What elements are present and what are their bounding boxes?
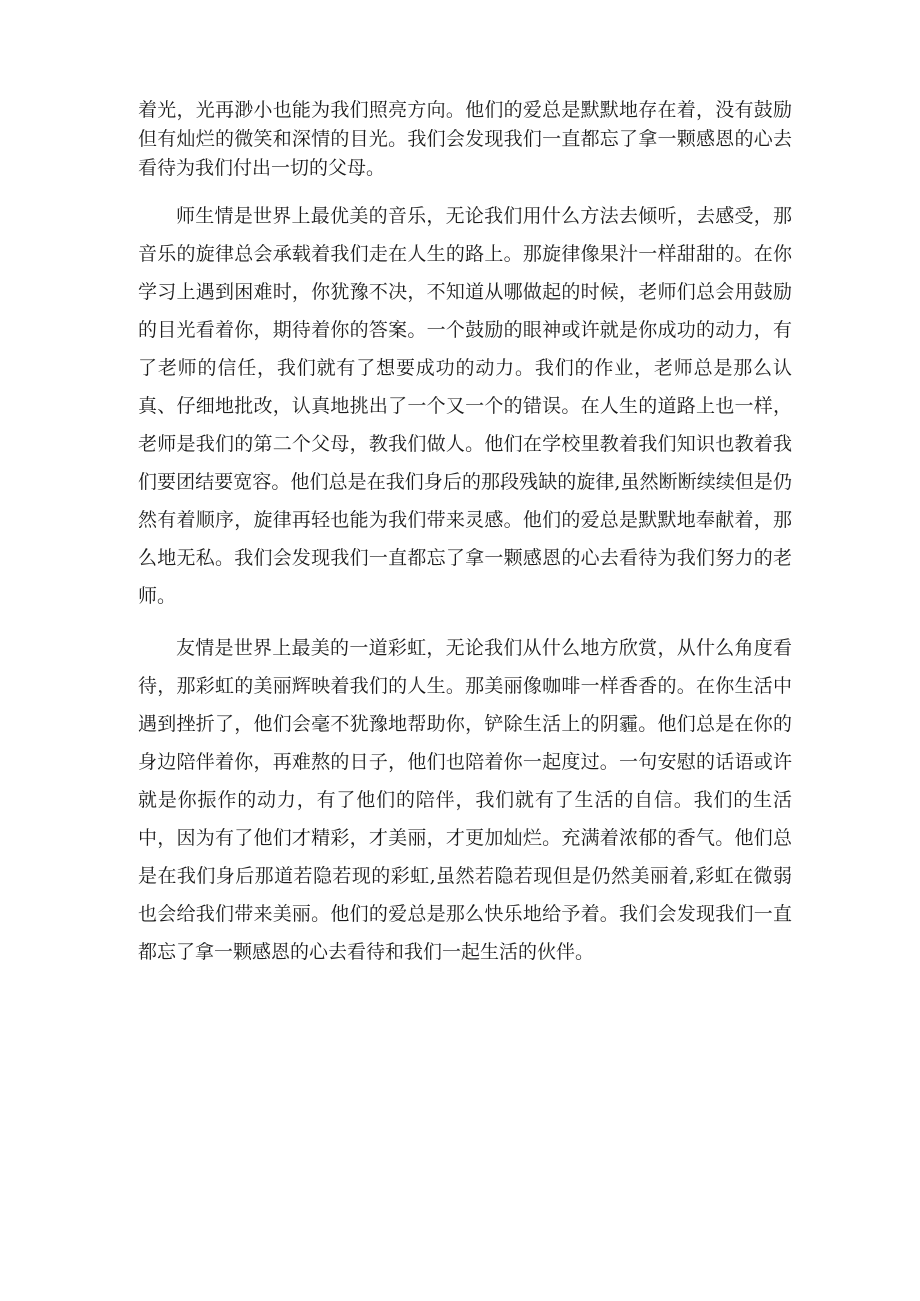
paragraph-teacher-student: 师生情是世界上最优美的音乐，无论我们用什么方法去倾听，去感受，那音乐的旋律总会承载着我们走在人生的路上。那旋律像果汁一样甜甜的。在你学习上遇到困难时，你犹豫不决，不知道从哪做起的时候，老师们总会用鼓励的目光看着你，期待着你的答案。一个鼓励的眼神或许就是你成功的动力，有了老师的信任，我们就有了想要成功的动力。我们的作业，老师总是那么认真、仔细地批改，认真地挑出了一个又一个的错误。在人生的道路上也一样，老师是我们的第二个父母，教我们做人。他们在学校里教着我们知识也教着我们要团结要宽容。他们总是在我们身后的那段残缺的旋律,虽然断断续续但是仍然有着顺序，旋律再轻也能为我们带来灵感。他们的爱总是默默地奉献着，那么地无私。我们会发现我们一直都忘了拿一颗感恩的心去看待为我们努力的老师。 [138,205,792,607]
paragraph-parents-continued: 着光，光再渺小也能为我们照亮方向。他们的爱总是默默地存在着，没有鼓励但有灿烂的微笑和深情的目光。我们会发现我们一直都忘了拿一颗感恩的心去看待为我们付出一切的父母。 [138,99,792,179]
document-page [138,96,792,971]
paragraph-friendship: 友情是世界上最美的一道彩虹，无论我们从什么地方欣赏，从什么角度看待，那彩虹的美丽辉映着我们的人生。那美丽像咖啡一样香香的。在你生活中遇到挫折了，他们会毫不犹豫地帮助你，铲除生活上的阴霾。他们总是在你的身边陪伴着你，再难熬的日子，他们也陪着你一起度过。一句安慰的话语或许就是你振作的动力，有了他们的陪伴，我们就有了生活的自信。我们的生活中，因为有了他们才精彩，才美丽，才更加灿烂。充满着浓郁的香气。他们总是在我们身后那道若隐若现的彩虹,虽然若隐若现但是仍然美丽着,彩虹在微弱也会给我们带来美丽。他们的爱总是那么快乐地给予着。我们会发现我们一直都忘了拿一颗感恩的心去看待和我们一起生活的伙伴。 [138,637,792,963]
